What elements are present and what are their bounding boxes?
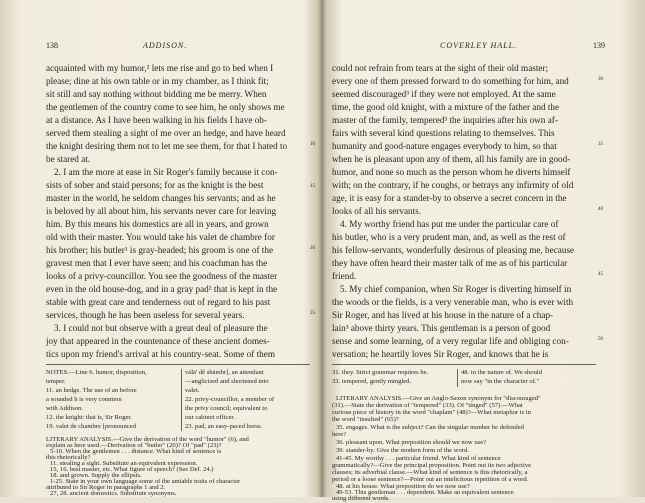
body-line: gravest men that I ever have seen; and his coachman has the [46, 258, 268, 268]
body-line: even in the old house-dog, and in a gray pad² that is kept in the [46, 284, 278, 294]
note-line: our cabinet officer. [185, 414, 235, 421]
analysis-line: 35. engages. What is the subject? Can the singular number be defended [336, 424, 524, 431]
note-line: valet. [185, 387, 200, 394]
notes-column-divider [181, 369, 182, 431]
right-page-number: 139 [593, 41, 605, 50]
line-number: 20 [310, 246, 315, 251]
note-line: 33. tempered, gently mingled. [332, 378, 412, 385]
body-line: 5. My chief companion, when Sir Roger is diverting himself in [340, 284, 572, 294]
body-line: sit still and say nothing without bidding me be merry. When [46, 89, 267, 99]
note-line: now say "in the character of." [461, 378, 540, 385]
notes-column-divider [457, 369, 458, 387]
body-line: 2. I am the more at ease in Sir Roger's family because it con- [54, 167, 278, 177]
note-line: with Addison. [46, 405, 84, 412]
line-number: 25 [310, 311, 315, 316]
body-line: 4. My worthy friend has put me under the particular care of [340, 219, 559, 229]
body-line: the woods or the fields, is a very venerable man, who is ever with [332, 297, 574, 307]
body-line: 3. I could not but observe with a great deal of pleasure the [54, 323, 268, 333]
analysis-line: explain as here used.—Derivation of "butler" (20)? Of "pad" (23)? [46, 442, 222, 449]
line-number: 45 [598, 272, 603, 277]
analysis-line: clauses; its adverbial clause.—What kind of sentence is this rhetorically, a [332, 469, 528, 476]
body-line: is beloved by all about him, his servants never care for leaving [46, 206, 277, 216]
analysis-line: 48. at his house. What preposition do we now use? [336, 483, 470, 490]
analysis-line: this rhetorically? [46, 454, 91, 461]
note-line: temper. [46, 378, 66, 385]
body-line: at a distance. As I have been walking in his fields I have ob- [46, 115, 267, 125]
body-line: when he is pleasant upon any of them, all his family are in good- [332, 154, 571, 164]
note-line: 19. valet de chambre [pronounced [46, 423, 136, 430]
line-number: 30 [598, 77, 603, 82]
note-line: the privy council; equivalent to [185, 405, 268, 412]
analysis-line: 18. and grown. Supply the ellipsis. [50, 472, 142, 479]
body-line: joy that appeared in the countenance of these ancient domes- [46, 336, 270, 346]
analysis-line: using different words. [332, 495, 390, 502]
body-line: the knight desiring them not to let me see them, for that I hated to [46, 141, 288, 151]
right-running-header: COVERLEY HALL. [440, 41, 518, 50]
body-line: him. By this means his domestics are all in years, and grown [46, 219, 269, 229]
note-line: 48. in the nature of. We should [461, 369, 543, 376]
line-number: 10 [310, 142, 315, 147]
body-line: with; on the contrary, if he coughs, or betrays any infirmity of old [332, 180, 574, 190]
analysis-line: 1-25. State in your own language some of the amiable traits of character [50, 478, 241, 485]
body-line: Sir Roger, and has lived at his house in the nature of a chap- [332, 310, 554, 320]
analysis-line: attributed to Sir Roger in paragraphs 1 and 2. [46, 484, 166, 491]
body-line: humanity and good-nature engages everybody to him, so that [332, 141, 557, 151]
left-page-number: 138 [46, 41, 58, 50]
line-number: 15 [310, 184, 315, 189]
body-line: friend. [332, 271, 357, 281]
body-line: stable with great care and tenderness out of regard to his past [46, 297, 271, 307]
line-number: 40 [598, 207, 603, 212]
body-line: they have often heard their master talk of me as of his particular [332, 258, 568, 268]
note-line: välä' dĕ shämbr], an attendant [185, 369, 264, 376]
analysis-line: 36. pleasant upon. What preposition should we now use? [336, 439, 487, 446]
body-line: looks of a privy-councillor. You see the goodness of the master [46, 271, 278, 281]
analysis-line: 11. stealing a sight. Substitute an equivalent expression. [50, 460, 198, 467]
body-line: could not refrain from tears at the sight of their old master; [332, 63, 549, 73]
analysis-line: (31).—State the derivation of "tempered" (33). Of "tinged" (57).—What [332, 402, 523, 409]
analysis-line: 15, 16. best master, etc. What figure of speech? (See Def. 24.) [50, 466, 214, 473]
analysis-line: 49-53. This gentleman . . . dependent. Make an equivalent sentence [336, 489, 514, 496]
body-line: master of the family, tempered³ the inquiries after his own af- [332, 115, 558, 125]
right-page [324, 0, 645, 502]
body-line: sists of sober and staid persons; for as the knight is the best [46, 180, 264, 190]
body-line: his butler, who is a very prudent man, and, as well as the rest of [332, 232, 566, 242]
body-line: versation; he heartily loves Sir Roger, and knows that he is [332, 349, 549, 359]
body-line: old with their master. You would take his valet de chambre for [46, 232, 275, 242]
body-line: age, it is easy for a stander-by to observe a secret concern in the [332, 193, 567, 203]
analysis-line: 27, 28. ancient domestics. Substitute synonyms. [50, 490, 177, 497]
notes-divider [332, 364, 596, 365]
analysis-line: 41-45. My worthy . . . particular friend. What kind of sentence [336, 455, 501, 462]
body-line: lain³ above thirty years. This gentleman is a person of good [332, 323, 551, 333]
body-line: tics upon my friend's arrival at his country-seat. Some of them [46, 349, 275, 359]
body-line: humor, and none so much as the person whom he diverts himself [332, 167, 571, 177]
body-line: his brother; his butler¹ is gray-headed; his groom is one of the [46, 245, 274, 255]
body-line: seemed discouraged³ if they were not employed. At the same [332, 89, 556, 99]
body-line: please; dine at his own table or in my chamber, as I think fit; [46, 76, 269, 86]
body-line: sense and some learning, of a very regular life and obliging con- [332, 336, 569, 346]
body-line: every one of them pressed forward to do something for him, and [332, 76, 569, 86]
note-line: 31. they. Strict grammar requires he. [332, 369, 429, 376]
body-line: looks of all his servants. [332, 206, 422, 216]
analysis-line: the word "insulted" (65)? [332, 416, 399, 423]
note-line: 22. privy-councillor, a member of [185, 396, 275, 403]
body-line: his fellow-servants, wonderfully desirous of pleasing me, because [332, 245, 575, 255]
left-page [0, 0, 322, 497]
line-number: 35 [598, 142, 603, 147]
analysis-line: 39. stander-by. Give the modern form of the word. [336, 447, 469, 454]
left-running-header: ADDISON. [143, 41, 188, 50]
note-line: 11. an hedge. The use of an before [46, 387, 137, 394]
note-line: —anglicised and shortened into [185, 378, 269, 385]
body-line: time, the good old knight, with a mixture of the father and the [332, 102, 560, 112]
body-line: the gentlemen of the country come to see him, he only shows me [46, 102, 285, 112]
note-line: 12. the knight: that is, Sir Roger. [46, 414, 132, 421]
analysis-line: grammatically?—Give the principal proposition. Point out its two adjective [332, 462, 532, 469]
analysis-line: period or a loose sentence?—Point out an intelicitous repetition of a word. [332, 476, 529, 483]
body-line: master in the world, he seldom changes his servants; and as he [46, 193, 276, 203]
notes-divider [46, 364, 310, 365]
note-line: NOTES.—Line 6. humor, disposition, [46, 369, 147, 376]
body-line: served them stealing a sight of me over an hedge, and have heard [46, 128, 286, 138]
body-line: fairs with several kind questions relating to themselves. This [332, 128, 555, 138]
body-line: services, though he has been useless for several years. [46, 310, 245, 320]
analysis-line: here? [332, 431, 347, 438]
analysis-line: LITERARY ANALYSIS.—Give an Anglo-Saxon synonym for "discouraged" [336, 395, 541, 402]
note-line: a sounded h is very common [46, 396, 122, 403]
analysis-line: LITERARY ANALYSIS.—Give the derivation of the word "humor" (6), and [46, 436, 249, 443]
analysis-line: curious piece of history in the word "chaplain" (48)?—What metaphor is in [332, 409, 531, 416]
body-line: be stared at. [46, 154, 91, 164]
analysis-line: 5-10. When the gentlemen . . . distance. What kind of sentence is [50, 448, 222, 455]
body-line: acquainted with my humor,² lets me rise and go to bed when I [46, 63, 274, 73]
line-number: 50 [598, 337, 603, 342]
note-line: 23. pad, an easy-paced horse. [185, 423, 263, 430]
